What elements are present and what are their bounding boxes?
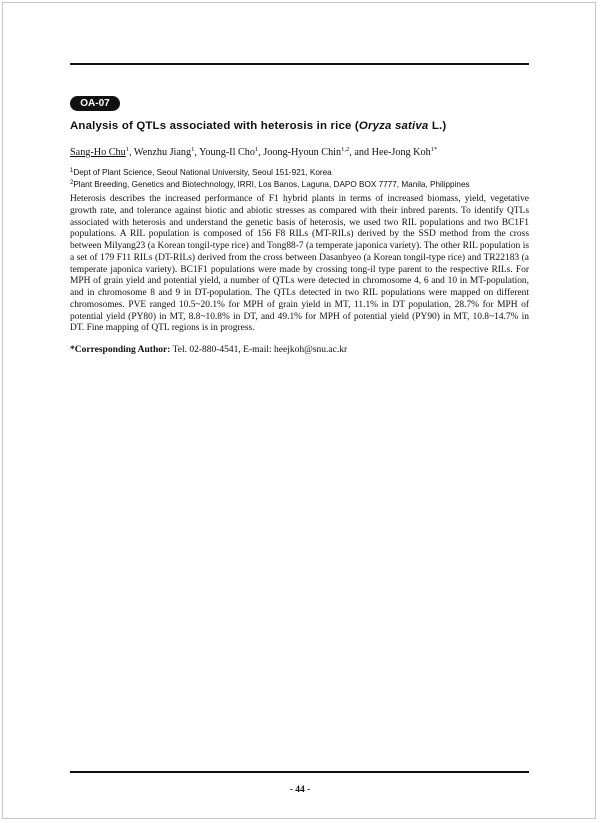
affiliation-text: Dept of Plant Science, Seoul National University, Seoul 151-921, Korea — [73, 168, 332, 177]
author-affiliation-mark: 1 — [191, 146, 195, 153]
title-species: Oryza sativa — [358, 120, 429, 132]
affiliation-mark: 2 — [70, 180, 74, 186]
title-suffix: L.) — [428, 120, 447, 132]
author-affiliation-mark: 1 — [125, 146, 129, 153]
author-separator: , — [258, 147, 264, 158]
affiliation-text: Plant Breeding, Genetics and Biotechnology, IRRI, Los Banos, Laguna, DAPO BOX 7777, Manila, Philippines — [73, 180, 470, 189]
affiliation-1 — [70, 168, 540, 177]
top-rule — [70, 63, 529, 65]
abstract-id-badge: OA-07 — [70, 96, 120, 111]
page-number: - 44 - — [289, 785, 311, 795]
author-affiliation-mark: 1* — [430, 146, 438, 153]
paper-title — [70, 120, 540, 132]
corresponding-author-label: *Corresponding Author: — [70, 345, 171, 355]
author-affiliation-mark: 1,2 — [341, 146, 350, 153]
affiliation-mark: 1 — [70, 168, 74, 174]
author-separator: , — [194, 147, 200, 158]
author-affiliation-mark: 1 — [254, 146, 259, 153]
author-name: Joong-Hyoun Chin — [263, 147, 342, 158]
author-name: Young-Il Cho — [199, 147, 255, 158]
corresponding-author — [70, 345, 529, 355]
title-prefix: Analysis of QTLs associated with heterosis in rice ( — [70, 120, 359, 132]
author-list — [70, 147, 540, 158]
author-name: Hee-Jong Koh — [371, 147, 431, 158]
author-separator: , — [129, 147, 134, 158]
corresponding-author-contact: Tel. 02-880-4541, E-mail: heejkoh@snu.ac.kr — [170, 345, 348, 355]
author-name: Sang-Ho Chu — [70, 147, 126, 158]
author-name: Wenzhu Jiang — [133, 147, 192, 158]
affiliation-2 — [70, 180, 540, 189]
abstract-body: Heterosis describes the increased performance of F1 hybrid plants in terms of increased biomass, yield, vegetative growth rate, and tolerance against biotic and abiotic stresses as compared with their inbred parents. To identify QTLs associated with heterosis and understand the genetic basis of heterosis, we used two RIL populations and two BC1F1 populations. A RIL population is composed of 156 F8 RILs (MT-RILs) derived by the SSD method from the cross between Milyang23 (a Korean tongil-type rice) and Tong88-7 (a temperate japonica variety). The other RIL population is a set of 179 F11 RILs (DT-RILs) derived from the cross between Dasanbyeo (a Korean tongil-type rice) and TR22183 (a temperate japonica variety). BC1F1 populations were made by crossing tong-il type parent to the respective RILs. For MPH of grain yield and potential yield, a number of QTLs were detected in chromosome 4, 6 and 10 in MT-population, and in chromosome 8 and 9 in DT-population. The QTLs detected in two RIL populations were mapped on different chromosomes. PVE ranged 10.5~20.1% for MPH of grain yield in MT, 11.1% in DT population, 28.7% for MPH of potential yield (PY80) in MT, 8.8~10.8% in DT, and 49.1% for MPH of potential yield (PY90) in MT, 10.8~14.7% in DT. Fine mapping of QTL regions is in progress. — [70, 194, 529, 334]
author-separator: , and — [349, 147, 372, 158]
bottom-rule — [70, 771, 529, 773]
